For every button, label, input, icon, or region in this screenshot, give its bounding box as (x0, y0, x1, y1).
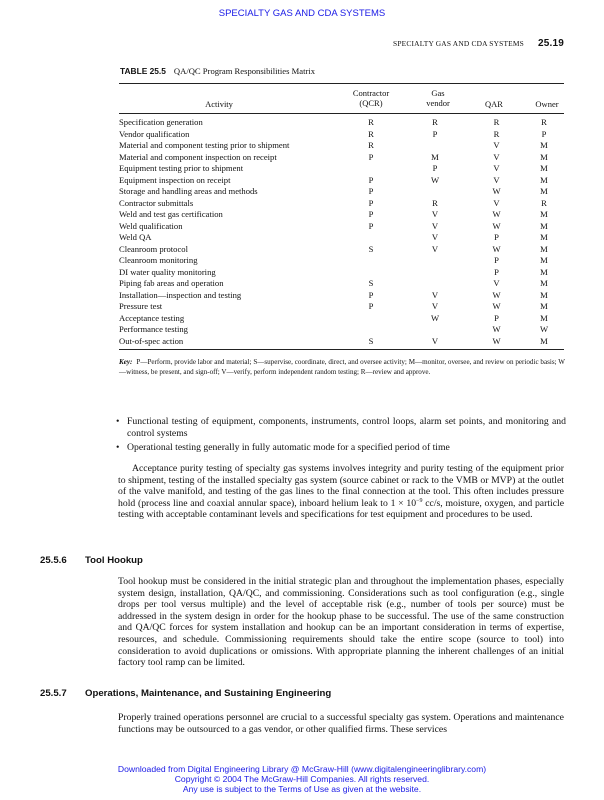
cell-gas (401, 140, 469, 152)
cell-qar: W (492, 220, 501, 231)
cell-qar: W (492, 324, 501, 334)
cell-owner: R (541, 117, 547, 127)
table-bottom-rule (119, 349, 564, 350)
table-row (119, 267, 564, 279)
cell-activity: Weld QA (119, 232, 152, 242)
header-qar: QAR (485, 99, 503, 109)
section-heading-tool-hookup (40, 555, 143, 566)
cell-owner: W (539, 324, 549, 334)
cell-contractor: P (368, 174, 374, 185)
cell-activity: Specification generation (119, 117, 203, 127)
header-activity: Activity (205, 99, 233, 109)
cell-contractor: P (368, 197, 374, 208)
table-row (119, 198, 564, 210)
table-row (119, 175, 564, 187)
cell-gas: V (431, 243, 439, 254)
table-row (119, 140, 564, 152)
cell-activity: Equipment testing prior to shipment (119, 163, 244, 173)
cell-gas: V (431, 232, 439, 242)
bullet-list (116, 416, 566, 457)
table-label: TABLE 25.5 (120, 66, 166, 76)
section-number: 25.5.7 (40, 688, 67, 699)
cell-owner: R (541, 197, 547, 208)
table-key (119, 357, 565, 378)
table-row (119, 209, 564, 221)
cell-owner: M (540, 163, 548, 173)
cell-contractor (341, 255, 401, 267)
cell-owner: M (540, 255, 548, 265)
cell-activity: Installation—inspection and testing (119, 289, 242, 300)
cell-gas (401, 278, 469, 290)
cell-qar: W (492, 289, 501, 300)
cell-owner: M (540, 220, 548, 231)
cell-gas: P (432, 163, 438, 173)
cell-activity: Cleanroom protocol (119, 243, 188, 254)
table-row (119, 313, 564, 325)
key-label: Key: (119, 358, 133, 366)
cell-activity: Material and component inspection on receipt (119, 151, 277, 162)
table-row (119, 244, 564, 256)
bullet-item: • Operational testing generally in fully automatic mode for a specified period of time (116, 442, 566, 454)
cell-gas: W (430, 174, 440, 185)
table-row (119, 186, 564, 198)
section-heading-operations (40, 688, 331, 699)
cell-owner: M (540, 174, 548, 185)
cell-activity: Storage and handling areas and methods (119, 186, 258, 196)
cell-contractor: R (368, 140, 374, 150)
cell-contractor: S (368, 335, 374, 346)
table-header (119, 88, 564, 112)
cell-gas: W (430, 312, 440, 323)
cell-qar: P (494, 232, 499, 242)
header-gas-line2: vendor (426, 98, 450, 108)
cell-qar: W (492, 243, 501, 254)
table-row (119, 301, 564, 313)
cell-activity: Piping fab areas and operation (119, 278, 224, 288)
cell-activity: Out-of-spec action (119, 335, 184, 346)
cell-contractor: P (368, 209, 374, 219)
table-row (119, 255, 564, 267)
cell-qar: V (493, 140, 500, 150)
cell-activity: Equipment inspection on receipt (119, 174, 231, 185)
cell-qar: W (492, 301, 501, 311)
cell-contractor: S (368, 278, 374, 288)
acceptance-text-part1: Acceptance purity testing of specialty gas systems involves integrity and purity testing of the equipment prior to shipment, testing of the installed specialty gas system (source cabinet or rack to the VMB or MVP) at the outlet of the valve manifold, and testing of the gas lines to the final connection at the tool. This often includes pressure hold (process line and coaxial annular space), inboard helium leak to 1 × 10 (118, 463, 564, 509)
table-row (119, 278, 564, 290)
cell-owner: M (540, 278, 548, 288)
cell-owner: M (540, 209, 548, 219)
table-row (119, 117, 564, 129)
cell-qar: P (494, 255, 499, 265)
cell-activity: Weld qualification (119, 220, 183, 231)
top-banner: SPECIALTY GAS AND CDA SYSTEMS (218, 8, 386, 19)
responsibility-matrix (119, 117, 564, 347)
cell-qar: V (493, 163, 500, 173)
cell-owner: M (540, 301, 548, 311)
cell-contractor: P (368, 220, 374, 231)
header-contractor-line1: Contractor (352, 88, 390, 98)
acceptance-text-part2: cc/s, moisture, oxygen, and particle testing with acceptable contaminant levels and specifications for test equipment and procedures to be used. (118, 497, 565, 521)
table-header-rule (119, 113, 564, 114)
header-contractor (341, 88, 401, 108)
footer-line-copyright: Copyright © 2004 The McGraw-Hill Companies. All rights reserved. (174, 774, 430, 784)
cell-gas: R (432, 197, 438, 208)
table-row (119, 129, 564, 141)
footer-line-download[interactable]: Downloaded from Digital Engineering Library @ McGraw-Hill (www.digitalengineeringlibrary.com) (117, 764, 487, 774)
section-title: Tool Hookup (85, 555, 143, 566)
cell-gas: M (431, 151, 439, 162)
cell-qar: V (493, 174, 500, 185)
cell-activity: Contractor submittals (119, 197, 194, 208)
cell-gas: V (431, 289, 439, 300)
cell-contractor (341, 232, 401, 244)
key-text: P—Perform, provide labor and material; S—supervise, coordinate, direct, and oversee activity; M—monitor, oversee, and review on periodic basis; W—witness, be present, and sign-off; V—verify, perform independent random testing; R—review and approve. (119, 358, 565, 377)
cell-gas (401, 255, 469, 267)
header-gas-line1: Gas (431, 88, 445, 98)
cell-qar: R (493, 117, 500, 127)
header-owner: Owner (535, 99, 559, 109)
cell-contractor: P (368, 301, 374, 311)
cell-qar: W (492, 209, 501, 219)
cell-gas: V (431, 301, 439, 311)
section-title: Operations, Maintenance, and Sustaining Engineering (85, 688, 332, 699)
cell-owner: P (541, 128, 547, 139)
table-caption (120, 66, 315, 76)
cell-activity: Cleanroom monitoring (119, 255, 198, 265)
table-row (119, 152, 564, 164)
cell-activity: Acceptance testing (119, 312, 185, 323)
cell-contractor: P (368, 186, 374, 196)
cell-activity: DI water quality monitoring (119, 266, 216, 277)
table-top-rule (119, 83, 564, 84)
table-row (119, 336, 564, 348)
cell-owner: M (540, 186, 548, 196)
header-contractor-line2: (QCR) (359, 98, 383, 108)
acceptance-paragraph (118, 463, 564, 521)
section-number: 25.5.6 (40, 555, 67, 566)
cell-contractor (341, 313, 401, 325)
cell-activity: Pressure test (119, 301, 163, 311)
cell-owner: M (540, 289, 548, 300)
cell-owner: M (540, 312, 548, 323)
cell-contractor (341, 267, 401, 279)
cell-gas (401, 324, 469, 336)
cell-qar: P (494, 312, 499, 323)
cell-contractor (341, 163, 401, 175)
cell-contractor: S (368, 243, 374, 254)
cell-contractor (341, 324, 401, 336)
cell-owner: M (540, 151, 548, 162)
table-row (119, 290, 564, 302)
running-head (393, 38, 564, 49)
cell-qar: P (494, 266, 499, 277)
matrix-body (119, 117, 564, 347)
table-row (119, 221, 564, 233)
cell-contractor: P (368, 151, 374, 162)
cell-qar: V (493, 197, 500, 208)
cell-gas: V (431, 209, 439, 219)
cell-qar: V (493, 151, 500, 162)
cell-owner: M (540, 140, 548, 150)
tool-hookup-paragraph: Tool hookup must be considered in the initial strategic plan and throughout the implementation phases, especially system design, installation, QA/QC, and commissioning. Considerations such as tool configuration (e.g., single drops per tool versus multiple) and the level of acceptable risk (e.g., number of tools per source) must be addressed in the system design in order for the hookup phase to be successful. The use of the same construction and QA/QC forces for system installation and hookup can be an important consideration in terms of expertise, resources, and schedule. Commissioning requirements should take the entire scope (source to tool) into consideration to avoid duplications or omissions. With appropriate planning the inherent challenges of an initial factory tool ramp can be limited. (118, 576, 564, 669)
table-row (119, 324, 564, 336)
cell-qar: W (492, 335, 501, 346)
cell-owner: M (540, 232, 548, 242)
table-title: QA/QC Program Responsibilities Matrix (173, 66, 315, 76)
cell-gas: V (431, 220, 439, 231)
cell-qar: W (492, 186, 501, 196)
table-row (119, 163, 564, 175)
cell-owner: M (540, 335, 548, 346)
cell-owner: M (540, 266, 548, 277)
bullet-item: • Functional testing of equipment, components, instruments, control loops, alarm set points, and monitoring and control systems (116, 416, 566, 439)
table-row (119, 232, 564, 244)
cell-contractor: R (368, 117, 374, 127)
cell-qar: V (493, 278, 500, 288)
running-head-title: SPECIALTY GAS AND CDA SYSTEMS (393, 39, 524, 48)
cell-contractor: R (368, 128, 374, 139)
download-footer (0, 764, 604, 794)
operations-paragraph: Properly trained operations personnel are crucial to a successful specialty gas system. Operations and maintenance functions may be outsourced to a gas vendor, or other qualified firms. These services (118, 712, 564, 735)
cell-activity: Weld and test gas certification (119, 209, 223, 219)
cell-gas (401, 186, 469, 198)
header-gas-vendor (409, 88, 467, 108)
cell-gas: P (432, 128, 438, 139)
cell-activity: Performance testing (119, 324, 188, 334)
cell-activity: Vendor qualification (119, 128, 190, 139)
page-number: 25.19 (537, 38, 564, 49)
cell-owner: M (540, 243, 548, 254)
cell-activity: Material and component testing prior to shipment (119, 140, 290, 150)
cell-gas: R (432, 117, 438, 127)
cell-gas: V (431, 335, 439, 346)
footer-line-terms[interactable]: Any use is subject to the Terms of Use as given at the website. (182, 784, 422, 794)
cell-qar: R (493, 128, 500, 139)
cell-contractor: P (368, 289, 374, 300)
acceptance-exponent: −9 (416, 497, 423, 504)
cell-gas (401, 267, 469, 279)
